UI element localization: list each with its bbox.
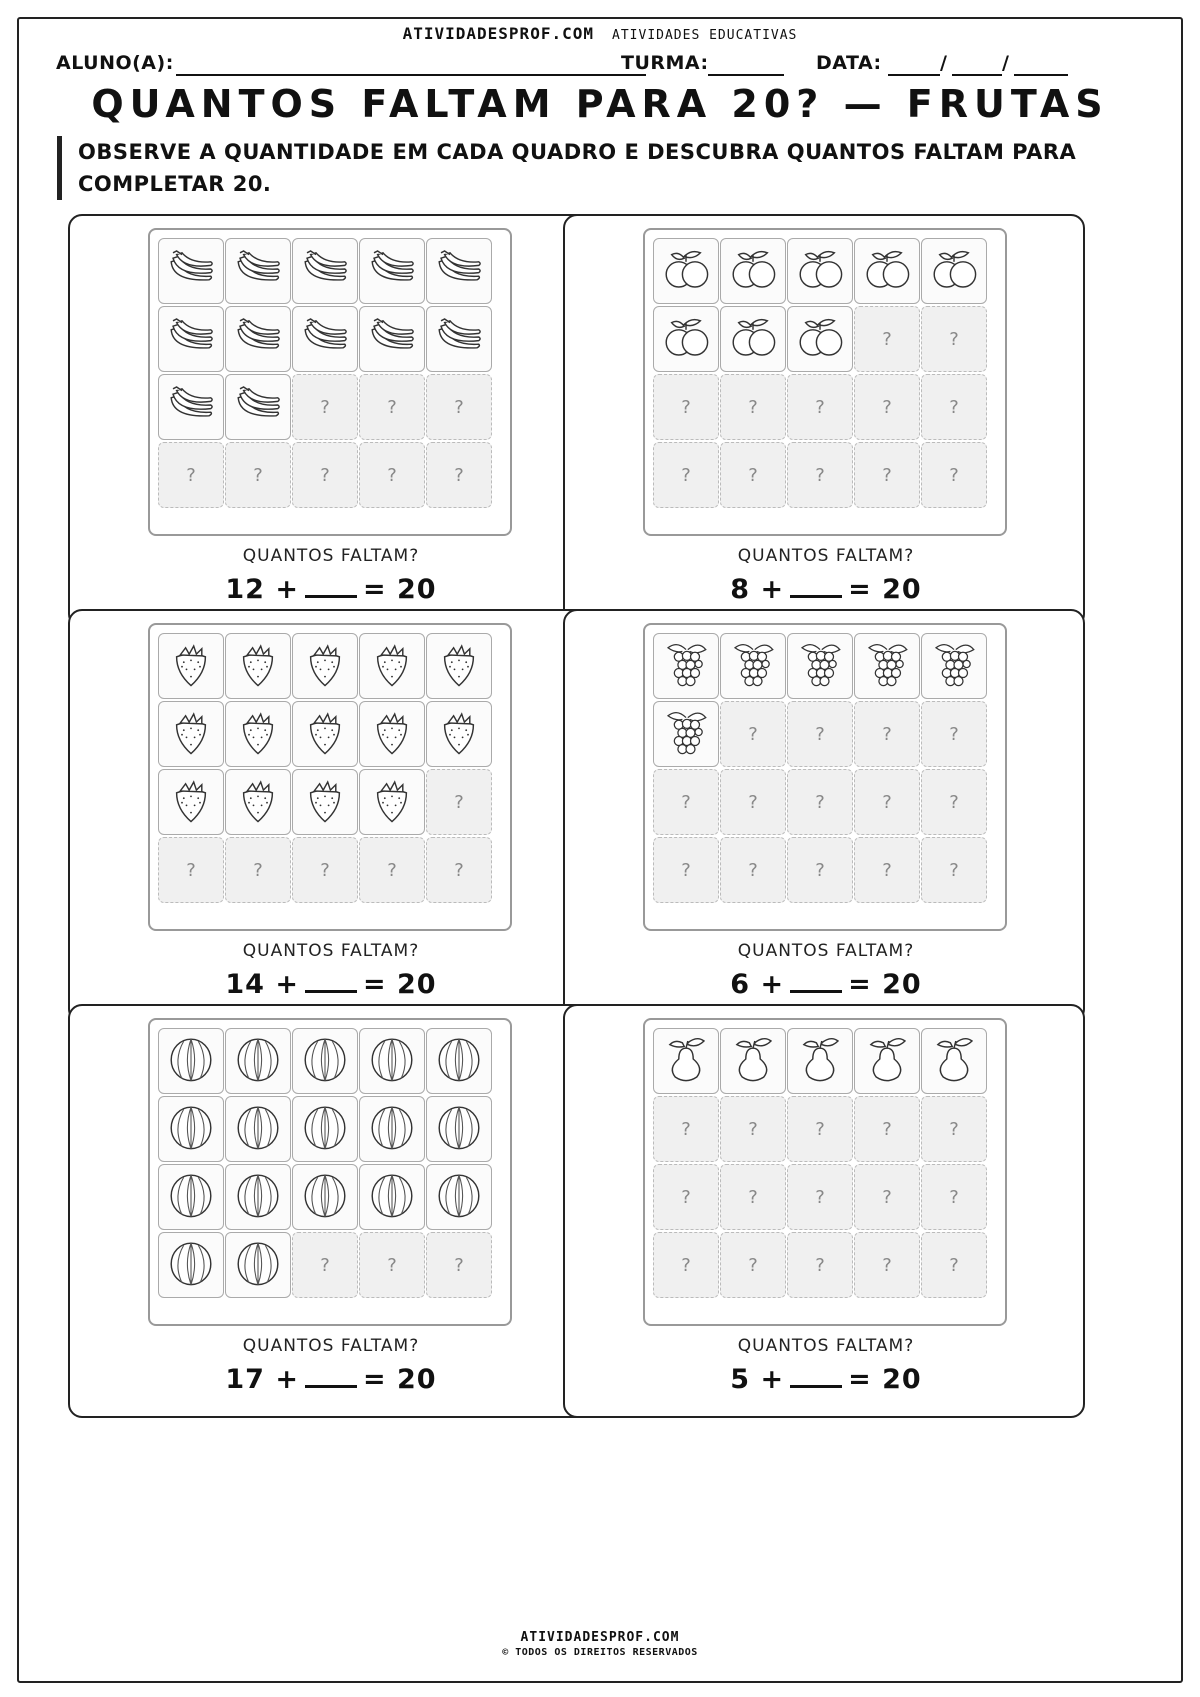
empty-cell: ? [225, 837, 291, 903]
fruit-cell [359, 633, 425, 699]
question-label: QUANTOS FALTAM? [737, 546, 915, 566]
answer-blank[interactable] [790, 1366, 842, 1388]
answer-blank[interactable] [305, 576, 357, 598]
name-label: ALUNO(A): [56, 52, 174, 74]
fruit-cell [158, 633, 224, 699]
watermelon-icon [164, 1100, 218, 1158]
fruit-cell [359, 1028, 425, 1094]
fruit-cell [359, 769, 425, 835]
date-separator: / [940, 52, 948, 74]
banana-icon [231, 378, 285, 436]
empty-cell: ? [921, 374, 987, 440]
strawberry-icon [298, 705, 352, 763]
fruit-cell [921, 238, 987, 304]
watermelon-icon [432, 1168, 486, 1226]
equation-left: 6 + [730, 969, 785, 1000]
page-title: QUANTOS FALTAM PARA 20? — FRUTAS [91, 82, 1109, 126]
empty-cell: ? [426, 1232, 492, 1298]
exercise-card [563, 609, 1085, 1023]
empty-cell: ? [426, 374, 492, 440]
equation [70, 574, 592, 605]
empty-cell: ? [653, 374, 719, 440]
fruit-cell [426, 238, 492, 304]
strawberry-icon [164, 705, 218, 763]
empty-cell: ? [921, 442, 987, 508]
orange-icon [726, 242, 780, 300]
empty-cell: ? [225, 442, 291, 508]
empty-cell: ? [653, 837, 719, 903]
counting-grid [148, 1018, 512, 1326]
strawberry-icon [164, 637, 218, 695]
empty-cell: ? [359, 442, 425, 508]
orange-icon [726, 310, 780, 368]
fruit-cell [426, 1164, 492, 1230]
counting-grid [148, 228, 512, 536]
strawberry-icon [432, 705, 486, 763]
site-name: ATIVIDADESPROF.COM [402, 24, 594, 43]
fruit-cell [359, 306, 425, 372]
empty-cell: ? [720, 1232, 786, 1298]
empty-cell: ? [292, 442, 358, 508]
strawberry-icon [365, 637, 419, 695]
answer-blank[interactable] [305, 1366, 357, 1388]
fruit-cell [653, 238, 719, 304]
empty-cell: ? [921, 1096, 987, 1162]
empty-cell: ? [854, 374, 920, 440]
fruit-cell [158, 374, 224, 440]
empty-cell: ? [787, 1164, 853, 1230]
answer-blank[interactable] [305, 971, 357, 993]
banana-icon [365, 242, 419, 300]
equation-left: 12 + [225, 574, 299, 605]
empty-cell: ? [359, 837, 425, 903]
question-label: QUANTOS FALTAM? [242, 546, 420, 566]
question-label: QUANTOS FALTAM? [242, 1336, 420, 1356]
exercise-card [563, 214, 1085, 628]
grapes-icon [659, 705, 713, 763]
fruit-cell [653, 701, 719, 767]
empty-cell: ? [921, 769, 987, 835]
fruit-cell [787, 633, 853, 699]
empty-cell: ? [921, 306, 987, 372]
banana-icon [164, 378, 218, 436]
equation-left: 17 + [225, 1364, 299, 1395]
fruit-cell [225, 1164, 291, 1230]
fruit-cell [359, 701, 425, 767]
watermelon-icon [298, 1100, 352, 1158]
empty-cell: ? [653, 442, 719, 508]
fruit-cell [359, 238, 425, 304]
banana-icon [231, 242, 285, 300]
fruit-cell [787, 238, 853, 304]
empty-cell: ? [854, 837, 920, 903]
date-day-field[interactable] [888, 74, 940, 76]
empty-cell: ? [653, 1232, 719, 1298]
empty-cell: ? [359, 1232, 425, 1298]
equation-right: = 20 [848, 969, 922, 1000]
watermelon-icon [231, 1236, 285, 1294]
fruit-cell [854, 1028, 920, 1094]
fruit-cell [921, 1028, 987, 1094]
orange-icon [860, 242, 914, 300]
empty-cell: ? [787, 769, 853, 835]
empty-cell: ? [787, 1096, 853, 1162]
fruit-cell [359, 1164, 425, 1230]
date-month-field[interactable] [952, 74, 1002, 76]
class-label: TURMA: [621, 52, 709, 74]
fruit-cell [158, 769, 224, 835]
pear-icon [927, 1032, 981, 1090]
fruit-cell [158, 1232, 224, 1298]
equation-right: = 20 [363, 574, 437, 605]
orange-icon [659, 310, 713, 368]
fruit-cell [292, 1096, 358, 1162]
student-info [56, 52, 1156, 78]
equation-left: 8 + [730, 574, 785, 605]
question-label: QUANTOS FALTAM? [242, 941, 420, 961]
watermelon-icon [231, 1100, 285, 1158]
exercise-card [68, 214, 590, 628]
empty-cell: ? [854, 442, 920, 508]
watermelon-icon [298, 1168, 352, 1226]
orange-icon [793, 310, 847, 368]
watermelon-icon [164, 1236, 218, 1294]
fruit-cell [158, 1028, 224, 1094]
watermelon-icon [164, 1032, 218, 1090]
banana-icon [432, 310, 486, 368]
answer-blank[interactable] [790, 576, 842, 598]
empty-cell: ? [653, 1096, 719, 1162]
orange-icon [927, 242, 981, 300]
watermelon-icon [432, 1032, 486, 1090]
banana-icon [164, 242, 218, 300]
watermelon-icon [365, 1168, 419, 1226]
fruit-cell [653, 306, 719, 372]
fruit-cell [720, 633, 786, 699]
fruit-cell [225, 769, 291, 835]
fruit-cell [292, 769, 358, 835]
fruit-cell [426, 306, 492, 372]
strawberry-icon [365, 705, 419, 763]
fruit-cell [787, 306, 853, 372]
watermelon-icon [231, 1032, 285, 1090]
fruit-cell [225, 1232, 291, 1298]
banana-icon [432, 242, 486, 300]
empty-cell: ? [854, 1164, 920, 1230]
date-year-field[interactable] [1014, 74, 1068, 76]
empty-cell: ? [921, 837, 987, 903]
question-label: QUANTOS FALTAM? [737, 1336, 915, 1356]
exercise-card [563, 1004, 1085, 1418]
banana-icon [298, 310, 352, 368]
equation-left: 14 + [225, 969, 299, 1000]
counting-grid [643, 1018, 1007, 1326]
empty-cell: ? [720, 1164, 786, 1230]
fruit-cell [426, 1096, 492, 1162]
fruit-cell [225, 306, 291, 372]
fruit-cell [921, 633, 987, 699]
empty-cell: ? [720, 701, 786, 767]
fruit-cell [158, 1164, 224, 1230]
fruit-cell [426, 1028, 492, 1094]
watermelon-icon [365, 1100, 419, 1158]
footer [0, 1630, 1200, 1658]
empty-cell: ? [359, 374, 425, 440]
empty-cell: ? [426, 837, 492, 903]
empty-cell: ? [787, 837, 853, 903]
counting-grid [643, 623, 1007, 931]
orange-icon [793, 242, 847, 300]
strawberry-icon [164, 773, 218, 831]
empty-cell: ? [854, 769, 920, 835]
fruit-cell [720, 1028, 786, 1094]
fruit-cell [292, 1028, 358, 1094]
equation-left: 5 + [730, 1364, 785, 1395]
name-field[interactable] [176, 74, 646, 76]
watermelon-icon [298, 1032, 352, 1090]
watermelon-icon [164, 1168, 218, 1226]
empty-cell: ? [292, 837, 358, 903]
equation-right: = 20 [363, 1364, 437, 1395]
class-field[interactable] [708, 74, 784, 76]
strawberry-icon [298, 637, 352, 695]
grapes-icon [860, 637, 914, 695]
site-header [0, 24, 1200, 43]
fruit-cell [426, 701, 492, 767]
pear-icon [860, 1032, 914, 1090]
empty-cell: ? [921, 1232, 987, 1298]
strawberry-icon [231, 705, 285, 763]
empty-cell: ? [292, 1232, 358, 1298]
equation [565, 574, 1087, 605]
fruit-cell [225, 1096, 291, 1162]
banana-icon [231, 310, 285, 368]
counting-grid [643, 228, 1007, 536]
equation-right: = 20 [848, 1364, 922, 1395]
fruit-cell [292, 701, 358, 767]
empty-cell: ? [653, 1164, 719, 1230]
fruit-cell [158, 238, 224, 304]
fruit-cell [720, 238, 786, 304]
empty-cell: ? [787, 1232, 853, 1298]
banana-icon [298, 242, 352, 300]
grapes-icon [726, 637, 780, 695]
counting-grid [148, 623, 512, 931]
grapes-icon [927, 637, 981, 695]
fruit-cell [225, 1028, 291, 1094]
equation [565, 969, 1087, 1000]
empty-cell: ? [158, 442, 224, 508]
date-separator: / [1002, 52, 1010, 74]
grapes-icon [659, 637, 713, 695]
empty-cell: ? [921, 701, 987, 767]
equation [70, 1364, 592, 1395]
fruit-cell [653, 633, 719, 699]
fruit-cell [787, 1028, 853, 1094]
fruit-cell [225, 701, 291, 767]
fruit-cell [426, 633, 492, 699]
strawberry-icon [432, 637, 486, 695]
empty-cell: ? [720, 1096, 786, 1162]
footer-rights: © TODOS OS DIREITOS RESERVADOS [502, 1647, 698, 1658]
watermelon-icon [231, 1168, 285, 1226]
empty-cell: ? [854, 701, 920, 767]
grapes-icon [793, 637, 847, 695]
fruit-cell [225, 633, 291, 699]
fruit-cell [292, 633, 358, 699]
empty-cell: ? [426, 769, 492, 835]
empty-cell: ? [158, 837, 224, 903]
pear-icon [793, 1032, 847, 1090]
empty-cell: ? [787, 374, 853, 440]
date-label: DATA: [816, 52, 882, 74]
strawberry-icon [231, 637, 285, 695]
watermelon-icon [432, 1100, 486, 1158]
equation-right: = 20 [848, 574, 922, 605]
question-label: QUANTOS FALTAM? [737, 941, 915, 961]
strawberry-icon [298, 773, 352, 831]
empty-cell: ? [787, 442, 853, 508]
empty-cell: ? [854, 1232, 920, 1298]
empty-cell: ? [854, 306, 920, 372]
fruit-cell [292, 1164, 358, 1230]
site-tagline: ATIVIDADES EDUCATIVAS [612, 28, 798, 43]
fruit-cell [292, 306, 358, 372]
fruit-cell [158, 701, 224, 767]
banana-icon [164, 310, 218, 368]
exercise-card [68, 1004, 590, 1418]
pear-icon [659, 1032, 713, 1090]
empty-cell: ? [292, 374, 358, 440]
empty-cell: ? [426, 442, 492, 508]
fruit-cell [720, 306, 786, 372]
fruit-cell [653, 1028, 719, 1094]
fruit-cell [854, 633, 920, 699]
equation-right: = 20 [363, 969, 437, 1000]
empty-cell: ? [854, 1096, 920, 1162]
fruit-cell [158, 306, 224, 372]
empty-cell: ? [787, 701, 853, 767]
fruit-cell [225, 238, 291, 304]
orange-icon [659, 242, 713, 300]
answer-blank[interactable] [790, 971, 842, 993]
strawberry-icon [365, 773, 419, 831]
empty-cell: ? [653, 769, 719, 835]
fruit-cell [292, 238, 358, 304]
strawberry-icon [231, 773, 285, 831]
empty-cell: ? [720, 769, 786, 835]
equation [565, 1364, 1087, 1395]
equation [70, 969, 592, 1000]
exercise-card [68, 609, 590, 1023]
empty-cell: ? [720, 837, 786, 903]
banana-icon [365, 310, 419, 368]
fruit-cell [854, 238, 920, 304]
empty-cell: ? [720, 374, 786, 440]
fruit-cell [359, 1096, 425, 1162]
empty-cell: ? [921, 1164, 987, 1230]
pear-icon [726, 1032, 780, 1090]
fruit-cell [225, 374, 291, 440]
empty-cell: ? [720, 442, 786, 508]
footer-site: ATIVIDADESPROF.COM [520, 1630, 680, 1645]
instructions: OBSERVE A QUANTIDADE EM CADA QUADRO E DESCUBRA QUANTOS FALTAM PARA COMPLETAR 20. [57, 136, 1127, 200]
fruit-cell [158, 1096, 224, 1162]
watermelon-icon [365, 1032, 419, 1090]
